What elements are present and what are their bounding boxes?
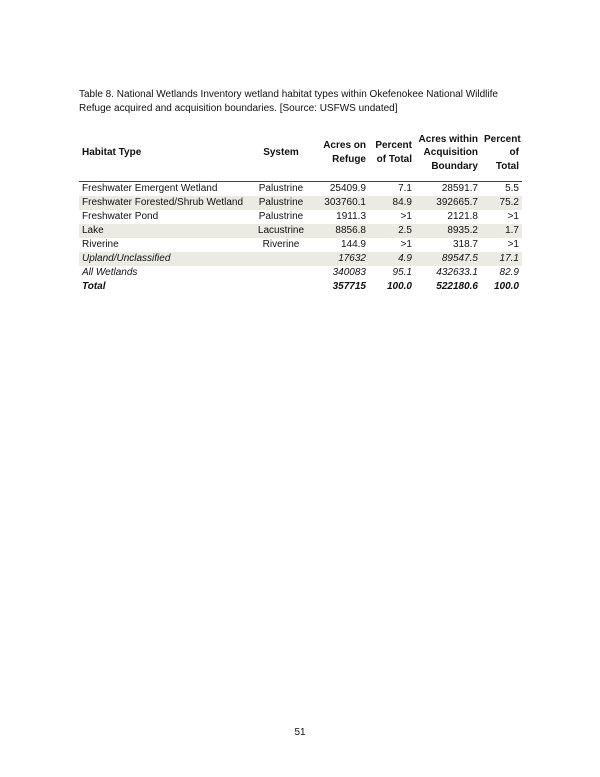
cell-acres-boundary: 522180.6 — [436, 280, 478, 292]
header-percent-of-total-boundary: Percent of Total — [481, 125, 522, 181]
table-row — [79, 210, 522, 224]
cell-system: Palustrine — [258, 182, 304, 194]
habitat-table — [79, 125, 522, 294]
cell-acres-boundary: 89547.5 — [415, 252, 481, 266]
cell-pct-refuge: 2.5 — [369, 224, 415, 238]
page-number: 51 — [294, 727, 306, 738]
cell-pct-refuge: 95.1 — [392, 266, 412, 278]
cell-acres-boundary: 28591.7 — [441, 182, 478, 194]
cell-system — [249, 266, 313, 280]
table-caption: Table 8. National Wetlands Inventory wetland habitat types within Okefenokee National Wildlife Refuge acquired and acquisition boundaries. [Source: USFWS undated] — [79, 89, 498, 114]
cell-habitat: Riverine — [82, 238, 119, 250]
cell-pct-boundary: >1 — [507, 210, 519, 222]
table-row — [79, 252, 522, 266]
cell-system: Palustrine — [249, 196, 313, 210]
cell-acres-refuge: 17632 — [313, 252, 369, 266]
table-header-row — [79, 125, 522, 181]
header-habitat-type: Habitat Type — [79, 125, 249, 181]
table-row — [79, 181, 522, 196]
cell-habitat: Freshwater Emergent Wetland — [82, 182, 218, 194]
cell-pct-boundary: 75.2 — [481, 196, 522, 210]
header-percent-of-total-refuge: Percent of Total — [369, 125, 415, 181]
cell-system: Lacustrine — [249, 224, 313, 238]
cell-pct-refuge: 7.1 — [398, 182, 412, 194]
cell-pct-refuge: 84.9 — [369, 196, 415, 210]
cell-pct-boundary: 17.1 — [481, 252, 522, 266]
table-row — [79, 266, 522, 280]
cell-acres-refuge: 144.9 — [340, 238, 366, 250]
cell-acres-refuge: 303760.1 — [313, 196, 369, 210]
cell-pct-boundary: 82.9 — [499, 266, 519, 278]
cell-habitat: Freshwater Pond — [82, 210, 159, 222]
header-acres-within-boundary: Acres within Acquisition Boundary — [415, 125, 481, 181]
cell-system: Riverine — [262, 238, 300, 250]
cell-habitat: Freshwater Forested/Shrub Wetland — [79, 196, 249, 210]
cell-acres-refuge: 8856.8 — [313, 224, 369, 238]
cell-pct-boundary: >1 — [507, 238, 519, 250]
cell-pct-refuge: 100.0 — [386, 280, 412, 292]
cell-habitat: Lake — [79, 224, 249, 238]
cell-habitat: Total — [82, 280, 106, 292]
cell-acres-boundary: 318.7 — [452, 238, 478, 250]
cell-acres-refuge: 25409.9 — [329, 182, 366, 194]
cell-system: Palustrine — [258, 210, 304, 222]
cell-system — [249, 252, 313, 266]
cell-acres-refuge: 357715 — [332, 280, 366, 292]
cell-pct-boundary: 100.0 — [493, 280, 519, 292]
table-row-total — [79, 280, 522, 294]
cell-pct-refuge: 4.9 — [369, 252, 415, 266]
cell-habitat: Upland/Unclassified — [79, 252, 249, 266]
cell-pct-boundary: 5.5 — [505, 182, 519, 194]
header-acres-on-refuge: Acres on Refuge — [313, 125, 369, 181]
cell-acres-boundary: 8935.2 — [415, 224, 481, 238]
cell-acres-refuge: 340083 — [332, 266, 366, 278]
cell-acres-boundary: 2121.8 — [447, 210, 478, 222]
cell-system — [249, 280, 313, 294]
cell-acres-boundary: 392665.7 — [415, 196, 481, 210]
cell-pct-refuge: >1 — [400, 210, 412, 222]
table-row — [79, 238, 522, 252]
table-row — [79, 224, 522, 238]
table-row — [79, 196, 522, 210]
cell-pct-boundary: 1.7 — [481, 224, 522, 238]
cell-pct-refuge: >1 — [400, 238, 412, 250]
cell-acres-refuge: 1911.3 — [336, 210, 366, 222]
cell-habitat: All Wetlands — [82, 266, 138, 278]
cell-acres-boundary: 432633.1 — [436, 266, 478, 278]
header-system: System — [249, 125, 313, 181]
